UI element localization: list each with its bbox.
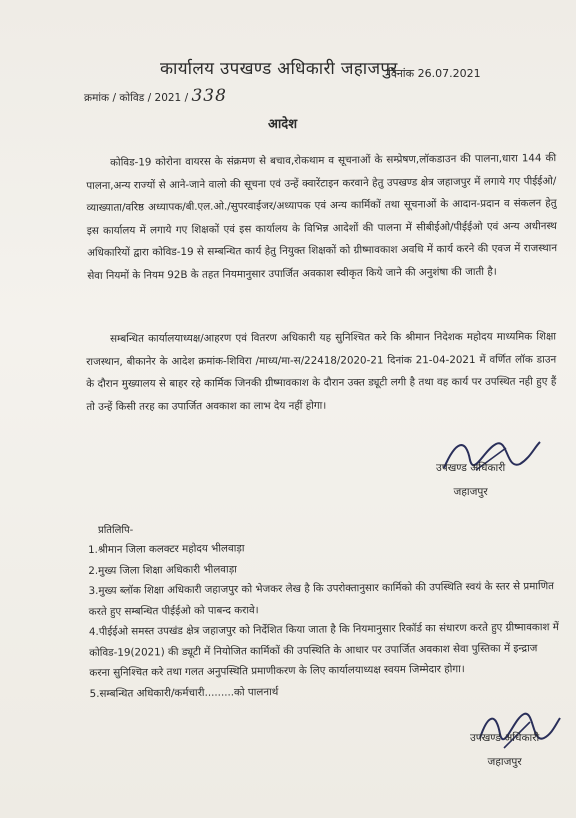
copy-to-label: प्रतिलिपि- [98,525,134,536]
copy-to-item-3: 3.मुख्य ब्लॉक शिक्षा अधिकारी जहाजपुर को भेजकर लेख है कि उपरोक्तानुसार कार्मिको की उपस्थिति स्वयं के स्तर से प्रमाणित करते हुए सम्बन्धित पीईईओ को पाबन्द करावे। [88,580,555,618]
copy-to-list [88,535,560,704]
signature-1-place: जहाजपुर [453,486,488,498]
office-title: कार्यालय उपखण्ड अधिकारी जहाजपुर [160,59,398,79]
signature-2-title: उपखण्ड अधिकारी [470,732,540,744]
reference-prefix: क्रमांक / कोविड / 2021 / [84,92,189,104]
copy-to-item-4: 4.पीईईओ समस्त उपखंड क्षेत्र जहाजपुर को निर्देशित किया जाता है कि नियमानुसार रिकॉर्ड का संधारण करते हुए ग्रीष्मावकाश में कोविड-19(2021) की ड्यूटी में नियोजित कार्मिकों की उपस्थिति के आधार पर उपार्जित अवकाश सेवा पुस्तिका में इन्द्राज करना सुनिश्चित करे तथा गलत अनुपस्थिति प्रमाणीकरण के लिए कार्यालयाध्यक्ष स्वयम जिम्मेदार होगा। [88,621,559,679]
reference-handwritten-number: 338 [191,86,227,106]
signature-2-place: जहाजपुर [487,756,522,768]
order-paragraph-2: सम्बन्धित कार्यालयाध्यक्ष/आहरण एवं वितरण अधिकारी यह सुनिश्चित करे कि श्रीमान निदेशक महोदय माध्यमिक शिक्षा राजस्थान, बीकानेर के आदेश क्रमांक-शिविरा /माध्य/मा-स/22418/2020-21 दिनांक 21-04-2021 में वर्णित लॉक डाउन के दौरान मुख्यालय से बाहर रहे कार्मिक जिनकी ग्रीष्मावकाश के दौरान उक्त ड्यूटी लगी है तथा वह कार्य पर उपस्थित नही हुए हैं तो उन्हें किसी तरह का उपार्जित अवकाश का लाभ देय नहीं होगा। [86,330,557,413]
copy-to-item-5: 5.सम्बन्धित अधिकारी/कर्मचारी.........को पालनार्थ [89,685,279,700]
copy-to-item-1: 1.श्रीमान जिला कलक्टर महोदय भीलवाड़ा [88,542,245,556]
signature-block-2 [470,726,539,774]
signature-block-1 [436,456,505,504]
order-date: दिनांक 26.07.2021 [388,67,481,80]
order-paragraph-1: कोविड-19 कोरोना वायरस के संक्रमण से बचाव,रोकथाम व सूचनाओं के सम्प्रेषण,लॉकडाउन की पालना,धारा 144 की पालना,अन्य राज्यों से आने-जाने वालो की सूचना एवं उन्हें क्वारेंटाइन करवाने हेतु उपखण्ड क्षेत्र जहाजपुर में लगाये गए पीईईओ/व्याख्याता/वरिष्ठ अध्यापक/बी.एल.ओ./सुपरवाईजर/अध्यापक एवं अन्य कार्मिकों तथा सूचनाओं के आदान-प्रदान व संकलन हेतु इस कार्यालय में लगाये गए शिक्षकों एवं इस कार्यालय के विभिन्न आदेशों की पालना में सीबीईओ/पीईईओ एवं अन्य अधीनस्थ अधिकारियों द्वारा कोविड-19 से सम्बन्धित कार्य हेतु नियुक्त शिक्षकों को ग्रीष्मावकाश अवधि में कार्य करने की एवज में राजस्थान सेवा नियमों के नियम 92B के तहत नियमानुसार उपार्जित अवकाश स्वीकृत किये जाने की अनुशंषा की जाती है। [86,152,558,282]
order-heading: आदेश [268,117,298,132]
signature-1-title: उपखण्ड अधिकारी [436,462,506,474]
copy-to-item-2: 2.मुख्य जिला शिक्षा अधिकारी भीलवाड़ा [88,562,237,577]
reference-number [84,86,227,106]
